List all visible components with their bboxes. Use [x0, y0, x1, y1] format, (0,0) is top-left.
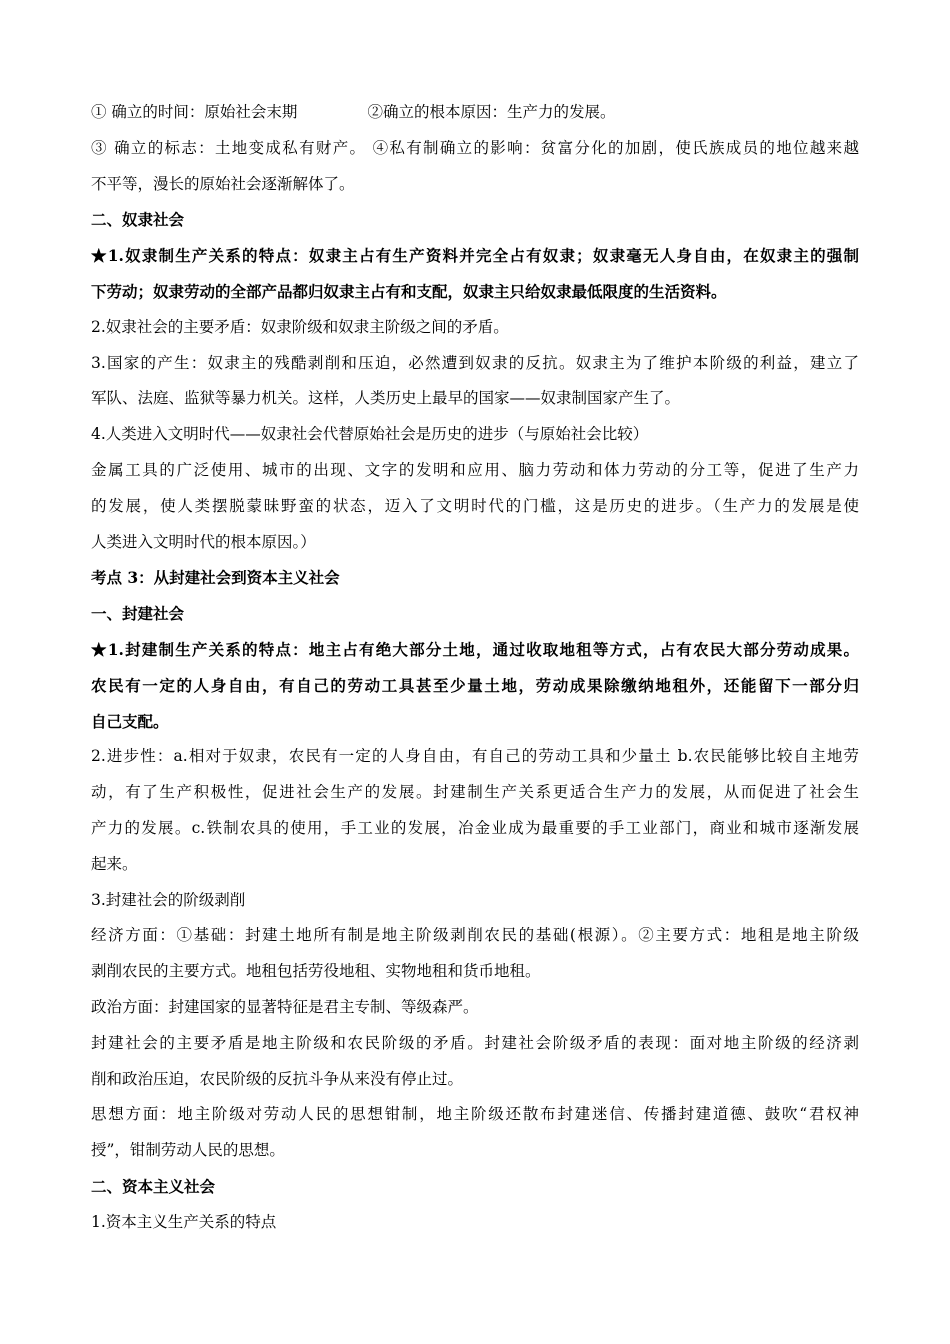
- line-text: 金属工具的广泛使用、城市的出现、文字的发明和应用、脑力劳动和体力劳动的分工等，促进了生产力: [91, 460, 859, 479]
- line-text: 动，有了生产积极性，促进社会生产的发展。封建制生产关系更适合生产力的发展，从而促进了社会生: [91, 783, 859, 802]
- document-body: [91, 95, 859, 1241]
- heading-line: [91, 202, 859, 238]
- line-text: 二、资本主义社会: [91, 1176, 216, 1196]
- heading-line: [91, 238, 859, 274]
- line-text: 考点 3：从封建社会到资本主义社会: [91, 568, 340, 588]
- heading-line: [91, 560, 859, 596]
- line-text: 人类进入文明时代的根本原因。）: [91, 532, 316, 551]
- text-line: [91, 990, 859, 1026]
- line-text: 削和政治压迫，农民阶级的反抗斗争从来没有停止过。: [91, 1069, 464, 1088]
- line-text: 封建社会的主要矛盾是地主阶级和农民阶级的矛盾。封建社会阶级矛盾的表现：面对地主阶级的经济剥: [91, 1033, 859, 1052]
- text-line: [91, 167, 859, 203]
- text-line: [91, 95, 859, 131]
- line-text: 一、封建社会: [91, 604, 185, 624]
- text-line: [91, 847, 859, 883]
- line-text: 4.人类进入文明时代——奴隶社会代替原始社会是历史的进步（与原始社会比较）: [91, 425, 649, 444]
- line-text: 思想方面：地主阶级对劳动人民的思想钳制，地主阶级还散布封建迷信、传播封建道德、鼓吹“君权神: [91, 1105, 859, 1124]
- text-line: [91, 310, 859, 346]
- line-text: 2.奴隶社会的主要矛盾：奴隶阶级和奴隶主阶级之间的矛盾。: [91, 317, 509, 336]
- line-text: 2.进步性：a.相对于奴隶，农民有一定的人身自由，有自己的劳动工具和少量土 b.农民能够比较自主地劳: [91, 747, 859, 766]
- line-text: ③ 确立的标志：土地变成私有财产。 ④私有制确立的影响：贫富分化的加剧，使氏族成员的地位越来越: [91, 138, 859, 157]
- line-text: 3.国家的产生：奴隶主的残酷剥削和压迫，必然遭到奴隶的反抗。奴隶主为了维护本阶级的利益，建立了: [91, 353, 859, 372]
- text-line: [91, 883, 859, 919]
- line-text: 下劳动；奴隶劳动的全部产品都归奴隶主占有和支配，奴隶主只给奴隶最低限度的生活资料。: [91, 281, 727, 301]
- line-text: 不平等，漫长的原始社会逐渐解体了。: [91, 174, 355, 193]
- heading-line: [91, 596, 859, 632]
- line-text: 自己支配。: [91, 711, 169, 731]
- line-text: ★1.封建制生产关系的特点：地主占有绝大部分土地，通过收取地租等方式，占有农民大部分劳动成果。: [91, 639, 859, 659]
- text-line: [91, 453, 859, 489]
- text-line: [91, 1026, 859, 1062]
- heading-line: [91, 668, 859, 704]
- line-text: ① 确立的时间：原始社会末期: [91, 103, 298, 121]
- text-line: [91, 739, 859, 775]
- heading-line: [91, 1169, 859, 1205]
- text-line: [91, 346, 859, 382]
- text-line: [91, 489, 859, 525]
- heading-line: [91, 704, 859, 740]
- text-line: [91, 1205, 859, 1241]
- line-text: 二、奴隶社会: [91, 210, 185, 230]
- text-line: [91, 775, 859, 811]
- line-text: 农民有一定的人身自由，有自己的劳动工具甚至少量土地，劳动成果除缴纳地租外，还能留下一部分归: [91, 675, 859, 695]
- text-line: [91, 525, 859, 561]
- line-text: 起来。: [91, 854, 138, 873]
- text-line: [91, 954, 859, 990]
- text-line: [91, 1133, 859, 1169]
- line-text: ②确立的根本原因：生产力的发展。: [367, 103, 616, 121]
- line-text: 政治方面：封建国家的显著特征是君主专制、等级森严。: [91, 997, 479, 1016]
- text-line: [91, 1062, 859, 1098]
- line-text: 剥削农民的主要方式。地租包括劳役地租、实物地租和货币地租。: [91, 962, 541, 981]
- line-text: 产力的发展。c.铁制农具的使用，手工业的发展，冶金业成为最重要的手工业部门，商业和城市逐渐发展: [91, 818, 859, 837]
- text-line: [91, 811, 859, 847]
- text-line: [91, 1097, 859, 1133]
- text-line: [91, 417, 859, 453]
- text-line: [91, 131, 859, 167]
- text-line: [91, 918, 859, 954]
- line-text: 授”，钳制劳动人民的思想。: [91, 1141, 285, 1160]
- line-text: 3.封建社会的阶级剥削: [91, 890, 246, 909]
- line-text: 的发展，使人类摆脱蒙昧野蛮的状态，迈入了文明时代的门槛，这是历史的进步。（生产力的发展是使: [91, 496, 859, 515]
- text-line: [91, 381, 859, 417]
- line-text: ★1.奴隶制生产关系的特点：奴隶主占有生产资料并完全占有奴隶；奴隶毫无人身自由，在奴隶主的强制: [91, 246, 859, 266]
- line-text: 1.资本主义生产关系的特点: [91, 1212, 277, 1231]
- line-text: 经济方面：①基础：封建土地所有制是地主阶级剥削农民的基础(根源）。②主要方式：地租是地主阶级: [91, 926, 859, 945]
- heading-line: [91, 632, 859, 668]
- heading-line: [91, 274, 859, 310]
- line-text: 军队、法庭、监狱等暴力机关。这样，人类历史上最早的国家——奴隶制国家产生了。: [91, 389, 681, 408]
